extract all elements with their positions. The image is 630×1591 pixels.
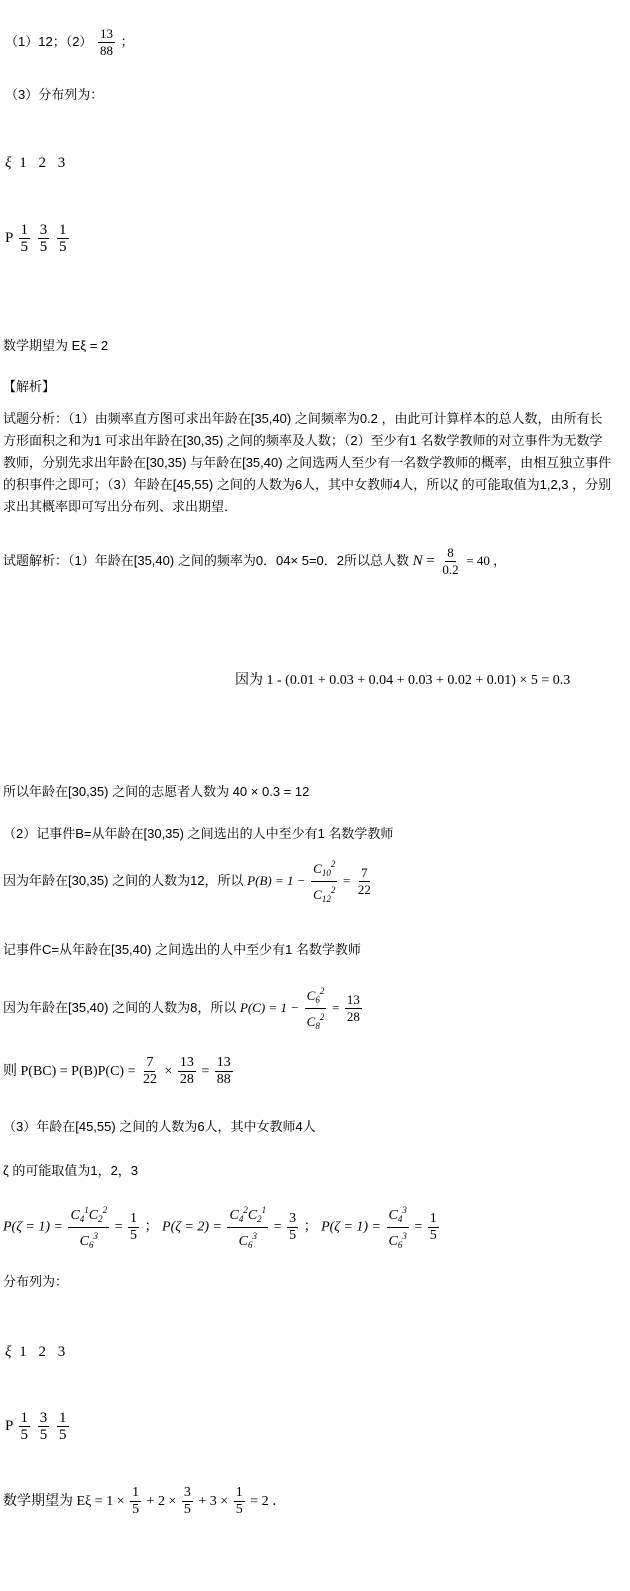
numerator: $C_4^3$ xyxy=(387,1202,409,1228)
fraction xyxy=(428,1211,439,1244)
separator: ； xyxy=(144,1219,159,1235)
C-symbol: C xyxy=(306,988,316,1003)
fraction xyxy=(141,1055,159,1088)
solution-text: 试题解析：（1）年龄在[35,40) 之间的频率为0．04× 5=0．2所以总人数 xyxy=(3,553,409,568)
answer-tail: ； xyxy=(120,34,134,49)
numerator: 13 xyxy=(179,1055,194,1071)
numerator: 1 xyxy=(429,1211,437,1226)
answer-part-1: （1）12；（2） xyxy=(5,34,93,49)
p-fraction xyxy=(38,1410,50,1443)
fraction xyxy=(215,1055,233,1088)
p-fraction xyxy=(57,1410,69,1443)
numerator: 3 xyxy=(183,1485,191,1501)
solution-line-2: 因为 1 - (0.01 + 0.03 + 0.04 + 0.03 + 0.02 + 0.01) × 5 = 0.3 xyxy=(235,673,571,688)
solution-text: + 2 × xyxy=(146,1494,177,1509)
denominator: 28 xyxy=(179,1072,194,1088)
solution-line-1 xyxy=(3,544,506,578)
solution-line-11: P(ζ = 1) = $\frac{C_4^1C_2^2}{C_6^3}$ = $\frac{1}{5}$ ； P(ζ = 2) = $\frac{C_4^2C_2^1}{C_6^3}$ = $\frac{3}{5}$ ； P(ζ = 1) = $\frac{C_4^3}{C_6^3}$ = $\frac{1}{5}$ xyxy=(3,1202,441,1253)
C-symbol: C xyxy=(306,1014,316,1029)
fraction-numerator: 13 xyxy=(100,26,114,42)
denominator: 28 xyxy=(346,1009,360,1024)
numerator: 1 xyxy=(59,222,67,238)
numerator: 8 xyxy=(447,545,454,561)
C-symbol: C xyxy=(313,887,322,902)
numerator: 3 xyxy=(39,222,48,238)
numerator: 1 xyxy=(20,1410,29,1426)
p-fraction xyxy=(57,222,69,255)
solution-line-6: 记事件C=从年龄在[35,40) 之间选出的人中至少有1 名数学教师 xyxy=(3,942,361,957)
xi-label: ξ xyxy=(5,1344,12,1360)
p-fraction xyxy=(19,222,31,255)
dist-p-row-2 xyxy=(5,1410,71,1443)
xi-value: 3 xyxy=(57,155,66,171)
result-fraction xyxy=(345,992,362,1025)
solution-line-7: 因为年龄在[35,40) 之间的人数为8，所以 P(C) = 1 − $\frac{C_6^2}{C_8^2}$ = $\frac{13}{28}$ xyxy=(3,983,364,1034)
solution-line-12: 分布列为： xyxy=(3,1274,69,1289)
answer-line-3: （3）分布列为： xyxy=(5,87,104,102)
denominator: 0.2 xyxy=(442,562,459,578)
superscript: 2 xyxy=(330,859,336,869)
denominator: 5 xyxy=(183,1502,191,1518)
numerator: 13 xyxy=(216,1055,231,1071)
numerator: 1 xyxy=(132,1485,140,1501)
numerator: 1 xyxy=(235,1485,243,1501)
fraction-denominator: 88 xyxy=(100,43,114,59)
fraction xyxy=(130,1485,141,1518)
numerator: 7 xyxy=(146,1055,154,1071)
denominator: $C_6^3$ xyxy=(238,1231,257,1250)
denominator: 22 xyxy=(357,882,371,897)
solution-text: 因为年龄在[30,35) 之间的人数为12，所以 xyxy=(3,872,244,888)
denominator xyxy=(311,882,337,907)
fraction xyxy=(182,1485,193,1518)
denominator: 5 xyxy=(59,239,67,255)
solution-line-8 xyxy=(3,1052,235,1092)
fraction xyxy=(128,1211,139,1244)
answer-fraction xyxy=(98,26,115,59)
prob-PB: P(B) = 1 − xyxy=(247,872,306,888)
equals: = xyxy=(201,1064,210,1079)
dist-xi-row xyxy=(5,155,65,172)
expectation-short: 数学期望为 Eξ = 2 xyxy=(3,338,109,353)
analysis-text: 试题分析：（1）由频率直方图可求出年龄在[35,40) 之间频率为0.2 ，由此可计算样本的总人数，由所有长方形面积之和为1 可求出年龄在[30,35) 之间的频率及人数；（2）至少有1 名数学教师的对立事件为无数学教师，分别先求出年龄在[30,35) 与年龄在[35,40) 之间选两人至少有一名数学教师的概率，由相互独立事件的积事件之即可；（3）年龄在[45,55) 之间的人数为6人，其中女教师4人，所以ζ 的可能取值为1,2,3 ，分别求出其概率即可写出分布列、求出期望． xyxy=(3,411,612,514)
xi-value: 2 xyxy=(38,155,46,171)
denominator: 88 xyxy=(216,1072,231,1088)
xi-value: 1 xyxy=(19,155,27,171)
denominator: 5 xyxy=(59,1427,67,1443)
equals: = xyxy=(426,553,435,569)
solution-line-10: ζ 的可能取值为1，2，3 xyxy=(3,1163,139,1178)
denominator: 5 xyxy=(20,239,29,255)
combination-fraction xyxy=(68,1202,109,1253)
p-label: P xyxy=(5,1417,13,1434)
solution-line-5: 因为年龄在[30,35) 之间的人数为12，所以 P(B) = 1 − $\frac{C_{10}^2}{C_{12}^2}$ = $\frac{7}{22}$ xyxy=(3,856,375,907)
denominator: $C_6^3$ xyxy=(388,1231,407,1250)
denominator: 5 xyxy=(39,1427,48,1443)
prob-zeta-2: P(ζ = 2) = xyxy=(162,1219,222,1235)
analysis-header: 【解析】 xyxy=(3,379,56,394)
denominator: 5 xyxy=(20,1427,29,1443)
denominator: 5 xyxy=(289,1228,297,1243)
answer-line-1 xyxy=(5,26,134,59)
solution-line-13 xyxy=(3,1480,286,1524)
p-fraction xyxy=(38,222,50,255)
variable-N: N xyxy=(412,553,423,569)
superscript: 2 xyxy=(330,885,336,895)
denominator xyxy=(305,1009,327,1034)
xi-value: 1 xyxy=(19,1344,27,1360)
numerator: 3 xyxy=(289,1211,297,1226)
prob-PC: P(C) = 1 − xyxy=(239,999,300,1015)
fraction-8-over-0.2 xyxy=(440,545,460,578)
combination-fraction xyxy=(227,1202,268,1253)
subscript: 10 xyxy=(321,868,331,878)
solution-text: = 40 ， xyxy=(466,553,507,568)
fraction xyxy=(178,1055,196,1088)
numerator: 1 xyxy=(59,1410,67,1426)
C-symbol: C xyxy=(313,861,322,876)
solution-line-4: （2）记事件B=从年龄在[30,35) 之间选出的人中至少有1 名数学教师 xyxy=(3,826,394,841)
prob-zeta-3: P(ζ = 1) = xyxy=(321,1219,381,1235)
dist-xi-row-2 xyxy=(5,1344,65,1361)
numerator: 3 xyxy=(39,1410,48,1426)
solution-line-3: 所以年龄在[30,35) 之间的志愿者人数为 40 × 0.3 = 12 xyxy=(3,784,310,799)
separator: ； xyxy=(303,1219,318,1235)
numerator: 1 xyxy=(20,222,29,238)
combination-fraction xyxy=(305,983,327,1034)
combination-fraction xyxy=(311,856,337,907)
superscript: 2 xyxy=(319,1012,325,1022)
result-fraction xyxy=(356,865,373,898)
solution-text: + 3 × xyxy=(198,1494,229,1509)
xi-value: 2 xyxy=(38,1344,46,1360)
times: × xyxy=(164,1064,173,1079)
denominator: 22 xyxy=(142,1072,157,1088)
subscript: 6 xyxy=(315,995,320,1005)
denominator: 5 xyxy=(235,1502,243,1518)
superscript: 2 xyxy=(319,986,325,996)
denominator: 5 xyxy=(39,239,48,255)
p-label: P xyxy=(5,229,13,246)
xi-value: 3 xyxy=(57,1344,66,1360)
solution-text: 数学期望为 Eξ = 1 × xyxy=(3,1494,125,1509)
numerator: $C_4^1C_2^2$ xyxy=(68,1202,109,1228)
numerator xyxy=(311,856,337,882)
numerator: 13 xyxy=(346,992,360,1007)
numerator xyxy=(305,983,327,1009)
solution-line-9: （3）年龄在[45,55) 之间的人数为6人，其中女教师4人 xyxy=(3,1119,316,1134)
p-fraction xyxy=(19,1410,31,1443)
numerator: $C_4^2C_2^1$ xyxy=(227,1202,268,1228)
denominator: 5 xyxy=(130,1228,138,1243)
numerator: 1 xyxy=(130,1211,138,1226)
subscript: 8 xyxy=(315,1021,320,1031)
dist-p-row xyxy=(5,222,71,255)
solution-text: 因为年龄在[35,40) 之间的人数为8，所以 xyxy=(3,999,237,1015)
fraction xyxy=(234,1485,245,1518)
numerator: 7 xyxy=(361,865,368,880)
denominator: 5 xyxy=(132,1502,140,1518)
solution-text: 则 P(BC) = P(B)P(C) = xyxy=(3,1064,136,1079)
subscript: 12 xyxy=(321,894,331,904)
denominator: $C_6^3$ xyxy=(79,1231,98,1250)
prob-zeta-1: P(ζ = 1) = xyxy=(3,1219,63,1235)
denominator: 5 xyxy=(429,1228,437,1243)
combination-fraction xyxy=(387,1202,409,1253)
solution-text: = 2 ． xyxy=(250,1494,287,1509)
fraction xyxy=(287,1211,298,1244)
xi-label: ξ xyxy=(5,155,12,171)
